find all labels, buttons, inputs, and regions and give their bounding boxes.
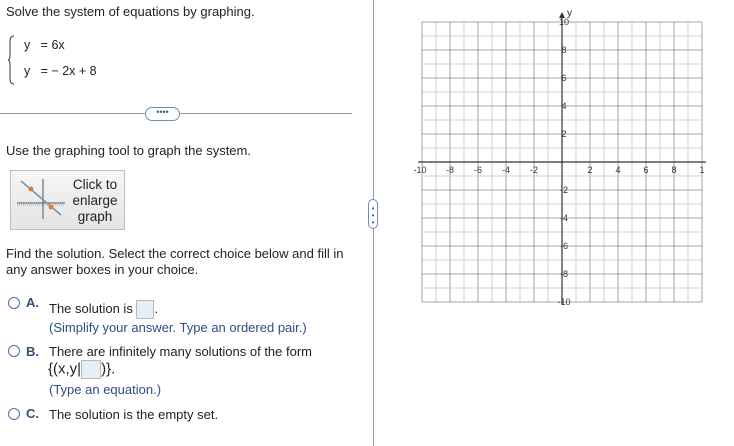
choice-c-radio[interactable] — [8, 408, 20, 420]
find-prompt: Find the solution. Select the correct choice below and fill in any answer boxes in your choice. — [6, 246, 344, 277]
x-tick-label: 2 — [587, 165, 593, 175]
y-tick-label: 8 — [561, 45, 567, 55]
enlarge-graph-label: Click to enlarge graph — [72, 177, 118, 224]
x-tick-label: 8 — [671, 165, 677, 175]
y-tick-label: -4 — [559, 213, 569, 223]
x-tick-label: -6 — [473, 165, 483, 175]
choice-a-radio[interactable] — [8, 297, 20, 309]
y-tick-label: 6 — [561, 73, 567, 83]
choice-b-letter: B. — [26, 344, 39, 359]
x-tick-label: -8 — [445, 165, 455, 175]
choice-b-radio[interactable] — [8, 345, 20, 357]
equation-1: y = 6x — [24, 38, 65, 52]
expand-button[interactable]: •••• — [145, 107, 180, 121]
graph-instruction: Use the graphing tool to graph the system. — [6, 143, 251, 158]
coordinate-grid[interactable] — [410, 8, 710, 318]
y-tick-label: -6 — [559, 241, 569, 251]
choice-c-letter: C. — [26, 406, 39, 421]
x-tick-label: -10 — [413, 165, 427, 175]
choice-a-letter: A. — [26, 295, 39, 310]
x-tick-label: 4 — [615, 165, 621, 175]
enlarge-graph-button[interactable] — [10, 170, 125, 230]
graph-thumbnail-icon — [15, 177, 67, 221]
choice-b-text: There are infinitely many solutions of the form — [49, 344, 313, 359]
y-tick-label: -2 — [559, 185, 569, 195]
x-tick-label: -4 — [501, 165, 511, 175]
y-tick-label: 2 — [561, 129, 567, 139]
choice-a-text: The solution is . — [49, 300, 158, 319]
y-tick-label: 10 — [558, 17, 570, 27]
choice-a-hint: (Simplify your answer. Type an ordered pair.) — [49, 320, 307, 335]
choice-b-hint: (Type an equation.) — [49, 382, 162, 397]
choice-b-set-form: {(x,y| )}. — [48, 360, 116, 378]
y-tick-label: -10 — [557, 297, 571, 307]
panel-resize-handle[interactable]: • • • — [368, 199, 378, 229]
y-tick-label: -8 — [559, 269, 569, 279]
equation-2: y = − 2x + 8 — [24, 64, 97, 78]
x-tick-label: 1 — [699, 165, 705, 175]
system-brace — [8, 35, 14, 85]
y-axis-label: y — [567, 8, 572, 19]
x-tick-label: 6 — [643, 165, 649, 175]
choice-c-text: The solution is the empty set. — [49, 407, 219, 422]
y-tick-label: 4 — [561, 101, 567, 111]
problem-title: Solve the system of equations by graphing. — [6, 4, 255, 19]
x-tick-label: -2 — [529, 165, 539, 175]
choice-a-answer-box[interactable] — [136, 300, 154, 319]
choice-b-answer-box[interactable] — [81, 360, 101, 379]
